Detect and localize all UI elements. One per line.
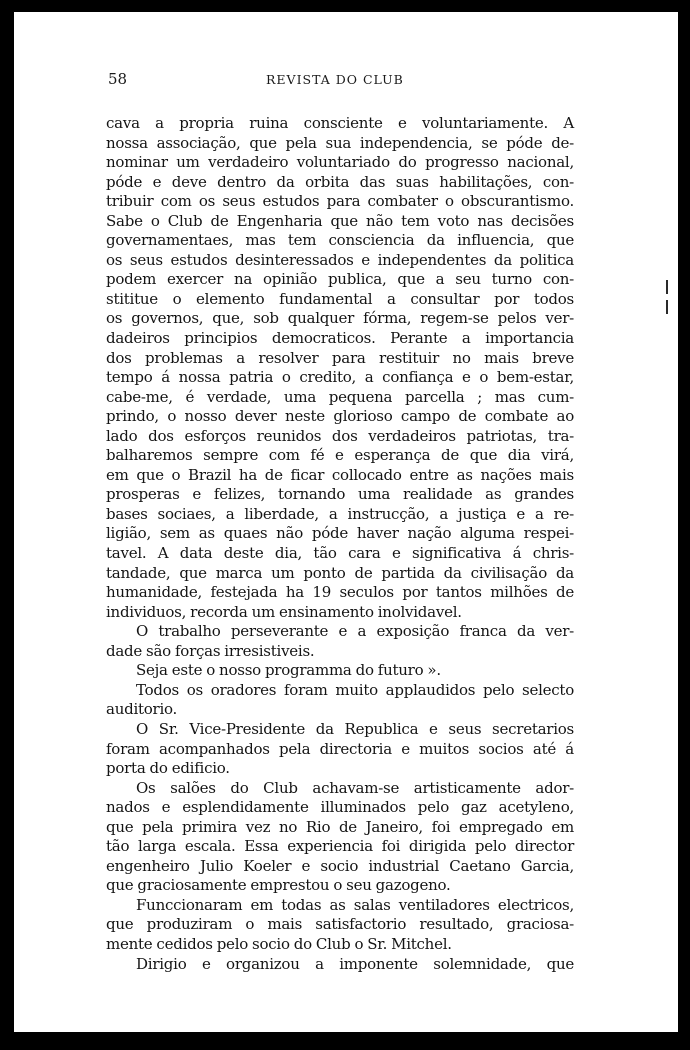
text-line: nados e esplendidamente illuminados pelo gaz acetyleno, (106, 798, 574, 817)
text-line: tavel. A data deste dia, tão cara e significativa á chris- (106, 544, 574, 563)
text-line: Todos os oradores foram muito applaudidos pelo selecto (136, 680, 574, 699)
text-line: podem exercer na opinião publica, que a seu turno con- (106, 270, 574, 289)
text-line: tandade, que marca um ponto de partida da civilisação da (106, 563, 574, 582)
text-line: que graciosamente emprestou o seu gazogeno. (106, 876, 451, 895)
margin-mark (666, 280, 668, 294)
text-line: foram acompanhados pela directoria e muitos socios até á (106, 739, 574, 758)
running-head (14, 70, 678, 92)
book-page (14, 12, 678, 1032)
text-line: em que o Brazil ha de ficar collocado entre as nações mais (106, 465, 574, 484)
text-line: nominar um verdadeiro voluntariado do progresso nacional, (106, 153, 574, 172)
text-line: nossa associação, que pela sua independencia, se póde de- (106, 133, 574, 152)
text-line: Os salões do Club achavam-se artisticamente ador- (136, 778, 574, 797)
text-line: tão larga escala. Essa experiencia foi dirigida pelo director (106, 837, 574, 856)
text-line: Funccionaram em todas as salas ventiladores electricos, (136, 895, 574, 914)
text-line: ligião, sem as quaes não póde haver nação alguma respei- (106, 524, 574, 543)
text-line: cava a propria ruina consciente e voluntariamente. A (106, 114, 574, 132)
text-line: individuos, recorda um ensinamento inolvidavel. (106, 602, 462, 621)
text-line: póde e deve dentro da orbita das suas habilitações, con- (106, 172, 574, 191)
page-number: 58 (108, 70, 128, 88)
text-line: cabe-me, é verdade, uma pequena parcella ; mas cum- (106, 387, 574, 406)
text-line: tribuir com os seus estudos para combater o obscurantismo. (106, 192, 574, 211)
body-text (106, 114, 574, 974)
text-line: Dirigio e organizou a imponente solemnidade, que (136, 954, 574, 973)
text-line: os seus estudos desinteressados e independentes da politica (106, 250, 574, 269)
text-line: dadeiros principios democraticos. Perante a importancia (106, 329, 574, 348)
margin-mark (666, 300, 668, 314)
text-line: dos problemas a resolver para restituir no mais breve (106, 348, 574, 367)
text-line: os governos, que, sob qualquer fórma, regem-se pelos ver- (106, 309, 574, 328)
text-line: stititue o elemento fundamental a consultar por todos (106, 289, 574, 308)
text-line: mente cedidos pelo socio do Club o Sr. Mitchel. (106, 934, 452, 953)
text-line: prosperas e felizes, tornando uma realidade as grandes (106, 485, 574, 504)
text-line: balharemos sempre com fé e esperança de que dia virá, (106, 446, 574, 465)
text-line: bases sociaes, a liberdade, a instrucção, a justiça e a re- (106, 504, 574, 523)
text-line: prindo, o nosso dever neste glorioso campo de combate ao (106, 407, 574, 426)
text-line: O Sr. Vice-Presidente da Republica e seus secretarios (136, 719, 574, 738)
text-line: engenheiro Julio Koeler e socio industrial Caetano Garcia, (106, 856, 574, 875)
text-line: porta do edificio. (106, 759, 230, 778)
journal-title: REVISTA DO CLUB (266, 72, 404, 87)
text-line: Sabe o Club de Engenharia que não tem voto nas decisões (106, 211, 574, 230)
text-line: lado dos esforços reunidos dos verdadeiros patriotas, tra- (106, 426, 574, 445)
text-line: que pela primira vez no Rio de Janeiro, foi empregado em (106, 817, 574, 836)
text-line: Seja este o nosso programma do futuro ». (136, 661, 441, 680)
text-line: tempo á nossa patria o credito, a confiança e o bem-estar, (106, 368, 574, 387)
text-line: humanidade, festejada ha 19 seculos por tantos milhões de (106, 583, 574, 602)
text-line: dade são forças irresistiveis. (106, 641, 315, 660)
text-line: governamentaes, mas tem consciencia da influencia, que (106, 231, 574, 250)
text-line: O trabalho perseverante e a exposição franca da ver- (136, 622, 574, 641)
text-line: auditorio. (106, 700, 178, 719)
text-line: que produziram o mais satisfactorio resultado, graciosa- (106, 915, 574, 934)
